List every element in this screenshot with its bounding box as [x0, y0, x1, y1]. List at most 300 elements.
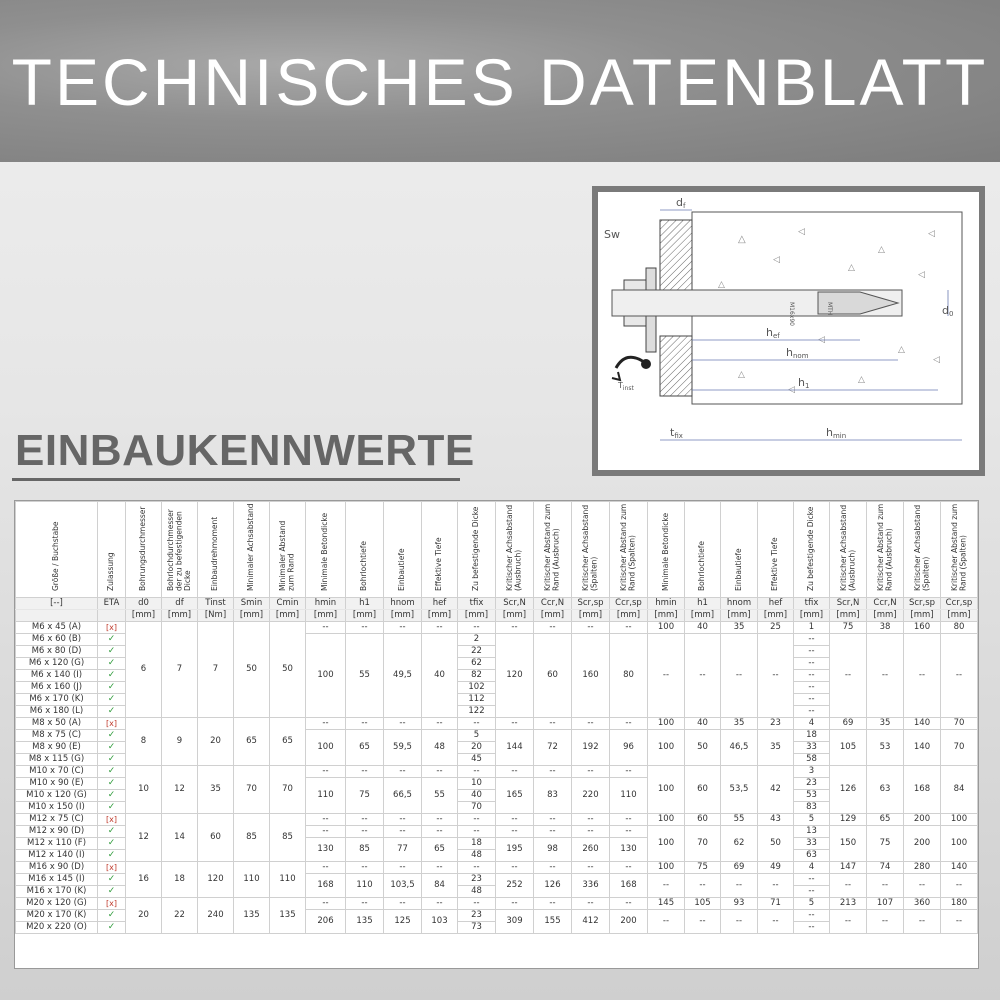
- value-cell: 168: [610, 874, 648, 898]
- column-header: [126, 502, 162, 598]
- value-cell: 23: [758, 718, 794, 730]
- size-cell: M20 x 220 (O): [16, 922, 98, 934]
- column-unit: [mm]: [384, 610, 422, 622]
- svg-text:△: △: [848, 263, 855, 273]
- value-cell: 100: [648, 814, 685, 826]
- approval-cell: ✓: [98, 754, 126, 766]
- value-cell: --: [496, 718, 534, 730]
- value-cell: 93: [721, 898, 758, 910]
- value-cell: 53: [867, 730, 904, 766]
- table-row: [16, 622, 978, 634]
- approval-cell: ✓: [98, 778, 126, 790]
- column-header-text: Bohrlochtiefe: [359, 540, 369, 591]
- tfix-cell: --: [794, 634, 830, 646]
- value-cell: 260: [572, 838, 610, 862]
- tfix-cell: 82: [458, 670, 496, 682]
- value-cell: 100: [306, 730, 346, 766]
- tfix-cell: --: [794, 910, 830, 922]
- value-cell: --: [458, 814, 496, 826]
- value-cell: 126: [830, 766, 867, 814]
- value-cell: 105: [685, 898, 721, 910]
- tfix-cell: 83: [794, 802, 830, 814]
- value-cell: --: [572, 826, 610, 838]
- column-symbol: ETA: [98, 598, 126, 610]
- value-cell: --: [572, 718, 610, 730]
- value-cell: 100: [941, 814, 978, 826]
- value-cell: --: [422, 622, 458, 634]
- tfix-cell: 112: [458, 694, 496, 706]
- svg-text:◁: ◁: [933, 355, 940, 365]
- column-header-text: Bohrlochtiefe: [697, 540, 707, 591]
- value-cell: --: [648, 910, 685, 934]
- value-cell: 70: [685, 826, 721, 862]
- specs-table-container: [14, 500, 979, 969]
- approval-cell: ✓: [98, 910, 126, 922]
- column-header: [830, 502, 867, 598]
- value-cell: 120: [496, 634, 534, 718]
- column-symbol: Ccr,sp: [941, 598, 978, 610]
- value-cell: --: [941, 874, 978, 898]
- value-cell: 75: [867, 826, 904, 862]
- size-cell: M12 x 140 (I): [16, 850, 98, 862]
- value-cell: 155: [534, 910, 572, 934]
- group-value: 6: [126, 622, 162, 718]
- tfix-cell: 23: [458, 874, 496, 886]
- value-cell: 80: [941, 622, 978, 634]
- value-cell: 336: [572, 874, 610, 898]
- value-cell: 4: [794, 862, 830, 874]
- column-header-text: Minimale Betondicke: [660, 512, 670, 591]
- group-value: 110: [270, 862, 306, 898]
- tfix-cell: 58: [794, 754, 830, 766]
- column-header-text: Zu befestigende Dicke: [471, 506, 481, 591]
- tfix-cell: 45: [458, 754, 496, 766]
- size-cell: M10 x 120 (G): [16, 790, 98, 802]
- group-value: 70: [270, 766, 306, 814]
- value-cell: --: [384, 862, 422, 874]
- value-cell: --: [422, 898, 458, 910]
- column-symbol: hef: [422, 598, 458, 610]
- size-cell: M6 x 160 (J): [16, 682, 98, 694]
- value-cell: --: [572, 766, 610, 778]
- value-cell: 160: [572, 634, 610, 718]
- value-cell: --: [496, 814, 534, 826]
- value-cell: --: [610, 622, 648, 634]
- approval-cell: ✓: [98, 922, 126, 934]
- value-cell: --: [904, 910, 941, 934]
- column-unit: [mm]: [830, 610, 867, 622]
- column-symbol: tfix: [794, 598, 830, 610]
- svg-text:◁: ◁: [918, 270, 925, 280]
- tfix-cell: 122: [458, 706, 496, 718]
- column-header-text: Zu befestigende Dicke: [806, 506, 816, 591]
- value-cell: 200: [904, 826, 941, 862]
- column-header-text: Größe / Buchstabe: [51, 521, 61, 591]
- value-cell: 140: [941, 862, 978, 874]
- value-cell: 150: [830, 826, 867, 862]
- column-header-text: Kritischer Achsabstand (Spalten): [912, 504, 930, 591]
- value-cell: 65: [867, 814, 904, 826]
- value-cell: --: [721, 874, 758, 898]
- value-cell: 75: [346, 778, 384, 814]
- value-cell: --: [610, 718, 648, 730]
- value-cell: 360: [904, 898, 941, 910]
- column-symbol: Scr,sp: [904, 598, 941, 610]
- size-cell: M6 x 45 (A): [16, 622, 98, 634]
- group-value: 65: [270, 718, 306, 766]
- column-unit: [mm]: [648, 610, 685, 622]
- value-cell: 60: [685, 766, 721, 814]
- group-value: 9: [162, 718, 198, 766]
- column-header: [610, 502, 648, 598]
- value-cell: 140: [904, 718, 941, 730]
- section-underline: [12, 478, 460, 481]
- value-cell: --: [306, 814, 346, 826]
- size-cell: M8 x 50 (A): [16, 718, 98, 730]
- column-symbol: hnom: [721, 598, 758, 610]
- value-cell: 65: [346, 730, 384, 766]
- value-cell: 35: [758, 730, 794, 766]
- value-cell: --: [610, 898, 648, 910]
- approval-cell: ✓: [98, 670, 126, 682]
- group-value: 35: [198, 766, 234, 814]
- value-cell: 4: [794, 718, 830, 730]
- value-cell: --: [685, 634, 721, 718]
- column-header-text: Bohrungsdurchmesser: [138, 506, 148, 591]
- torque-wrench-icon: [612, 357, 651, 380]
- svg-text:△: △: [898, 345, 905, 355]
- column-unit: [mm]: [496, 610, 534, 622]
- approval-cell: [x]: [98, 622, 126, 634]
- group-value: 22: [162, 898, 198, 934]
- column-symbol: Scr,N: [830, 598, 867, 610]
- size-cell: M16 x 170 (K): [16, 886, 98, 898]
- value-cell: 135: [346, 910, 384, 934]
- value-cell: 309: [496, 910, 534, 934]
- value-cell: 125: [384, 910, 422, 934]
- column-unit: [mm]: [794, 610, 830, 622]
- value-cell: --: [306, 718, 346, 730]
- value-cell: --: [306, 622, 346, 634]
- approval-cell: ✓: [98, 874, 126, 886]
- value-cell: 200: [904, 814, 941, 826]
- value-cell: --: [346, 862, 384, 874]
- value-cell: 160: [904, 622, 941, 634]
- size-cell: M20 x 170 (K): [16, 910, 98, 922]
- value-cell: 168: [306, 874, 346, 898]
- column-header-text: Einbautiefe: [733, 548, 743, 591]
- value-cell: 140: [904, 730, 941, 766]
- column-header: [162, 502, 198, 598]
- approval-cell: ✓: [98, 766, 126, 778]
- column-header: [572, 502, 610, 598]
- tfix-cell: 13: [794, 826, 830, 838]
- value-cell: 96: [610, 730, 648, 766]
- tfix-cell: 102: [458, 682, 496, 694]
- column-header: [16, 502, 98, 598]
- value-cell: --: [306, 862, 346, 874]
- approval-cell: [x]: [98, 862, 126, 874]
- column-unit: [mm]: [534, 610, 572, 622]
- value-cell: --: [346, 826, 384, 838]
- column-header: [458, 502, 496, 598]
- value-cell: 100: [648, 622, 685, 634]
- value-cell: --: [534, 862, 572, 874]
- value-cell: 25: [758, 622, 794, 634]
- group-value: 65: [234, 718, 270, 766]
- value-cell: 103: [422, 910, 458, 934]
- svg-text:◁: ◁: [773, 255, 780, 265]
- group-value: 8: [126, 718, 162, 766]
- value-cell: 1: [794, 622, 830, 634]
- size-cell: M10 x 70 (C): [16, 766, 98, 778]
- value-cell: 145: [648, 898, 685, 910]
- value-cell: --: [721, 634, 758, 718]
- value-cell: 62: [721, 826, 758, 862]
- svg-text:◁: ◁: [788, 385, 795, 395]
- group-value: 120: [198, 862, 234, 898]
- value-cell: --: [867, 910, 904, 934]
- column-header-text: Kritischer Achsabstand (Spalten): [581, 504, 599, 591]
- value-cell: 60: [534, 634, 572, 718]
- value-cell: 42: [758, 766, 794, 814]
- column-header-text: Kritischer Abstand zum Rand (Ausbruch): [543, 503, 561, 591]
- value-cell: --: [867, 634, 904, 718]
- value-cell: 69: [830, 718, 867, 730]
- group-value: 20: [126, 898, 162, 934]
- column-header: [198, 502, 234, 598]
- column-symbol: Scr,sp: [572, 598, 610, 610]
- value-cell: --: [496, 862, 534, 874]
- value-cell: 66,5: [384, 778, 422, 814]
- column-header-text: Bohrlochdurchmesser der zu befestigenden Dicke: [165, 509, 192, 591]
- tfix-cell: 18: [458, 838, 496, 850]
- approval-cell: [x]: [98, 814, 126, 826]
- size-cell: M8 x 75 (C): [16, 730, 98, 742]
- group-value: 16: [126, 862, 162, 898]
- value-cell: 38: [867, 622, 904, 634]
- value-cell: 74: [867, 862, 904, 874]
- value-cell: 43: [758, 814, 794, 826]
- group-value: 12: [126, 814, 162, 862]
- column-symbol: Smin: [234, 598, 270, 610]
- value-cell: --: [904, 634, 941, 718]
- column-header: [721, 502, 758, 598]
- value-cell: --: [384, 766, 422, 778]
- tfix-cell: --: [794, 682, 830, 694]
- label-df: df: [676, 196, 686, 210]
- column-header: [685, 502, 721, 598]
- table-row: [16, 898, 978, 910]
- column-header: [234, 502, 270, 598]
- value-cell: 75: [830, 622, 867, 634]
- value-cell: --: [384, 622, 422, 634]
- tfix-cell: 33: [794, 742, 830, 754]
- tfix-cell: --: [794, 646, 830, 658]
- column-symbol: df: [162, 598, 198, 610]
- label-hef: hef: [766, 326, 780, 340]
- value-cell: 107: [867, 898, 904, 910]
- svg-text:◁: ◁: [818, 335, 825, 345]
- label-h1: h1: [798, 376, 810, 390]
- column-unit: [mm]: [721, 610, 758, 622]
- column-header-text: Minimaler Achsabstand: [246, 503, 256, 591]
- value-cell: 55: [721, 814, 758, 826]
- column-unit: [mm]: [346, 610, 384, 622]
- tfix-cell: 2: [458, 634, 496, 646]
- column-symbol: hmin: [306, 598, 346, 610]
- label-d0: d0: [942, 304, 954, 318]
- column-header-text: Kritischer Abstand zum Rand (Spalten): [949, 503, 967, 591]
- value-cell: 65: [422, 838, 458, 862]
- approval-cell: ✓: [98, 730, 126, 742]
- value-cell: 55: [422, 778, 458, 814]
- size-cell: M6 x 120 (G): [16, 658, 98, 670]
- value-cell: --: [496, 826, 534, 838]
- value-cell: --: [422, 718, 458, 730]
- column-unit: [mm]: [904, 610, 941, 622]
- value-cell: 77: [384, 838, 422, 862]
- column-unit: [mm]: [126, 610, 162, 622]
- value-cell: 100: [306, 634, 346, 718]
- group-value: 50: [234, 622, 270, 718]
- value-cell: 130: [306, 838, 346, 862]
- section-title: EINBAUKENNWERTE: [15, 426, 475, 475]
- tfix-cell: 48: [458, 850, 496, 862]
- group-value: 110: [234, 862, 270, 898]
- table-row: [16, 718, 978, 730]
- value-cell: --: [610, 766, 648, 778]
- size-cell: M10 x 90 (E): [16, 778, 98, 790]
- approval-cell: [x]: [98, 718, 126, 730]
- column-symbol: d0: [126, 598, 162, 610]
- tfix-cell: 23: [794, 778, 830, 790]
- value-cell: --: [572, 814, 610, 826]
- column-header: [270, 502, 306, 598]
- value-cell: 180: [941, 898, 978, 910]
- svg-text:△: △: [878, 245, 885, 255]
- tfix-cell: 5: [458, 730, 496, 742]
- group-value: 10: [126, 766, 162, 814]
- approval-cell: ✓: [98, 646, 126, 658]
- anchor-diagram-canvas: [598, 192, 979, 470]
- tfix-cell: 48: [458, 886, 496, 898]
- value-cell: 55: [346, 634, 384, 718]
- tfix-cell: 62: [458, 658, 496, 670]
- value-cell: --: [496, 766, 534, 778]
- value-cell: 206: [306, 910, 346, 934]
- value-cell: 49,5: [384, 634, 422, 718]
- value-cell: --: [534, 766, 572, 778]
- tfix-cell: 23: [458, 910, 496, 922]
- value-cell: --: [458, 766, 496, 778]
- column-header: [384, 502, 422, 598]
- svg-text:△: △: [738, 370, 745, 380]
- tfix-cell: --: [794, 706, 830, 718]
- tfix-cell: 73: [458, 922, 496, 934]
- value-cell: 5: [794, 898, 830, 910]
- column-header: [904, 502, 941, 598]
- column-symbol: [--]: [16, 598, 98, 610]
- label-hmin: hmin: [826, 426, 847, 440]
- group-value: 7: [198, 622, 234, 718]
- size-cell: M10 x 150 (I): [16, 802, 98, 814]
- value-cell: 110: [346, 874, 384, 898]
- column-header: [648, 502, 685, 598]
- column-unit: [mm]: [270, 610, 306, 622]
- value-cell: --: [758, 874, 794, 898]
- column-header: [941, 502, 978, 598]
- size-cell: M6 x 170 (K): [16, 694, 98, 706]
- tfix-cell: 40: [458, 790, 496, 802]
- value-cell: --: [422, 814, 458, 826]
- size-cell: M6 x 60 (B): [16, 634, 98, 646]
- approval-cell: ✓: [98, 682, 126, 694]
- column-header: [306, 502, 346, 598]
- value-cell: --: [422, 766, 458, 778]
- value-cell: 75: [685, 862, 721, 874]
- group-value: 60: [198, 814, 234, 862]
- column-header: [346, 502, 384, 598]
- column-unit: [Nm]: [198, 610, 234, 622]
- value-cell: 192: [572, 730, 610, 766]
- column-symbol: h1: [346, 598, 384, 610]
- value-cell: 59,5: [384, 730, 422, 766]
- column-symbol: Ccr,N: [867, 598, 904, 610]
- column-unit: [mm]: [610, 610, 648, 622]
- table-row: [16, 814, 978, 826]
- column-header-text: Kritischer Achsabstand (Ausbruch): [838, 504, 856, 591]
- value-cell: --: [758, 634, 794, 718]
- value-cell: 100: [941, 826, 978, 862]
- value-cell: 35: [721, 718, 758, 730]
- value-cell: 168: [904, 766, 941, 814]
- approval-cell: ✓: [98, 742, 126, 754]
- tfix-cell: 20: [458, 742, 496, 754]
- value-cell: 100: [648, 862, 685, 874]
- label-hnom: hnom: [786, 346, 809, 360]
- column-unit: [mm]: [572, 610, 610, 622]
- value-cell: 144: [496, 730, 534, 766]
- value-cell: --: [648, 874, 685, 898]
- approval-cell: ✓: [98, 790, 126, 802]
- value-cell: --: [867, 874, 904, 898]
- approval-cell: [x]: [98, 898, 126, 910]
- group-value: 50: [270, 622, 306, 718]
- column-header-text: Kritischer Abstand zum Rand (Spalten): [619, 503, 637, 591]
- column-symbol: hmin: [648, 598, 685, 610]
- column-header-text: Effektive Tiefe: [434, 537, 444, 591]
- approval-cell: ✓: [98, 826, 126, 838]
- svg-text:△: △: [738, 234, 746, 245]
- value-cell: --: [346, 766, 384, 778]
- value-cell: --: [458, 622, 496, 634]
- value-cell: --: [610, 862, 648, 874]
- size-cell: M6 x 180 (L): [16, 706, 98, 718]
- value-cell: 35: [721, 622, 758, 634]
- value-cell: --: [458, 862, 496, 874]
- group-value: 135: [270, 898, 306, 934]
- size-cell: M16 x 145 (I): [16, 874, 98, 886]
- value-cell: --: [384, 898, 422, 910]
- column-unit: [mm]: [422, 610, 458, 622]
- value-cell: 40: [685, 718, 721, 730]
- column-header: [867, 502, 904, 598]
- value-cell: --: [534, 622, 572, 634]
- bolt-marking: M16x90: [788, 302, 795, 326]
- value-cell: 50: [758, 826, 794, 862]
- tfix-cell: 53: [794, 790, 830, 802]
